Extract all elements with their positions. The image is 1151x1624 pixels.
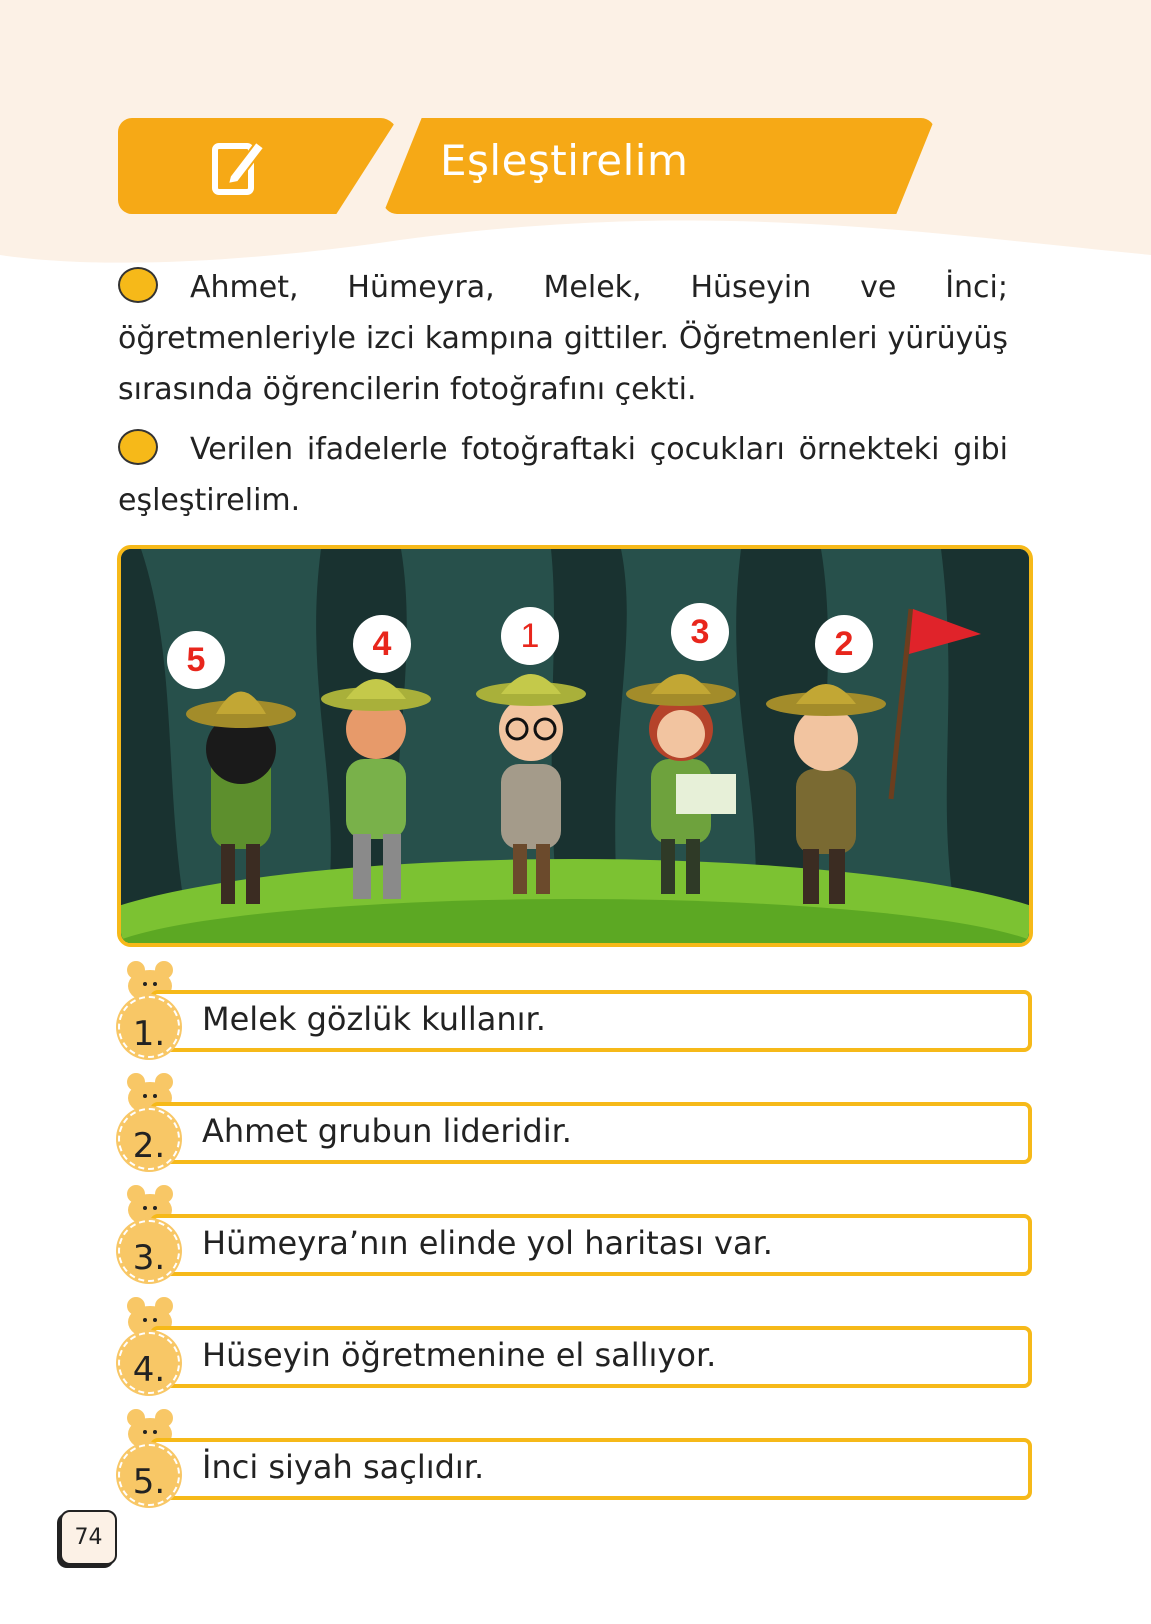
bullet-icon bbox=[118, 267, 158, 303]
edit-icon bbox=[210, 136, 270, 196]
statement-1 bbox=[118, 958, 1034, 1058]
statement-number: 3. bbox=[118, 1220, 180, 1282]
intro-paragraph-1: Ahmet, Hümeyra, Melek, Hüseyin ve İnci; öğretmenleriyle izci kampına gittiler. Öğretmenleri yürüyüş sırasında öğrencilerin fotoğrafını çekti. bbox=[118, 262, 1008, 415]
statement-5 bbox=[118, 1406, 1034, 1506]
page-title: Eşleştirelim bbox=[440, 136, 689, 185]
label-2: 2 bbox=[815, 615, 873, 673]
statement-number: 5. bbox=[118, 1444, 180, 1506]
intro-paragraph-2: Verilen ifadelerle fotoğraftaki çocukları örnekteki gibi eşleştirelim. bbox=[118, 424, 1008, 526]
statement-4 bbox=[118, 1294, 1034, 1394]
statement-text: Ahmet grubun lideridir. bbox=[202, 1112, 572, 1150]
statement-text: Hümeyra’nın elinde yol haritası var. bbox=[202, 1224, 773, 1262]
statement-number: 4. bbox=[118, 1332, 180, 1394]
scouts-illustration bbox=[117, 545, 1033, 947]
statement-number: 2. bbox=[118, 1108, 180, 1170]
label-1: 1 bbox=[501, 607, 559, 665]
statement-text: Melek gözlük kullanır. bbox=[202, 1000, 546, 1038]
page-number: 74 bbox=[60, 1510, 117, 1565]
label-4: 4 bbox=[353, 615, 411, 673]
forest-scene bbox=[121, 549, 1029, 943]
label-3: 3 bbox=[671, 603, 729, 661]
statement-2 bbox=[118, 1070, 1034, 1170]
statement-text: İnci siyah saçlıdır. bbox=[202, 1448, 485, 1486]
statement-number: 1. bbox=[118, 996, 180, 1058]
label-5: 5 bbox=[167, 631, 225, 689]
statement-text: Hüseyin öğretmenine el sallıyor. bbox=[202, 1336, 717, 1374]
bullet-icon bbox=[118, 429, 158, 465]
statement-3 bbox=[118, 1182, 1034, 1282]
